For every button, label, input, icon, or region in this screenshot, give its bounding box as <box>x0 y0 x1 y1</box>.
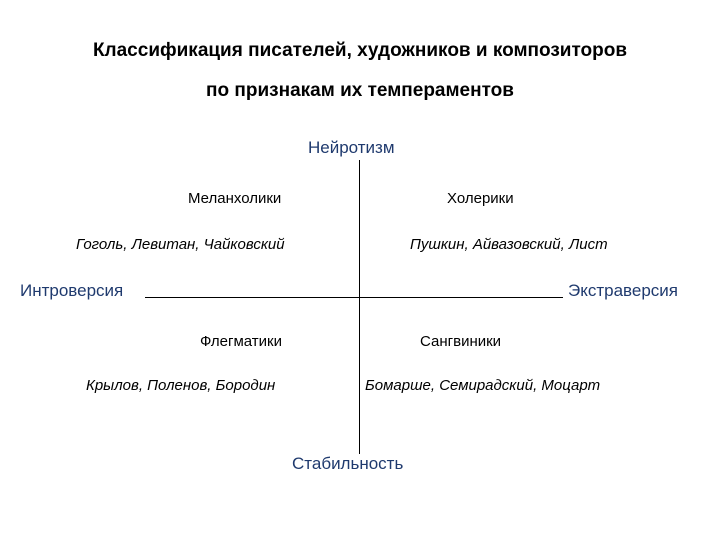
axis-label-left: Интроверсия <box>20 281 124 300</box>
axis-label-bottom: Стабильность <box>292 454 404 473</box>
quadrant-bottom-right-type: Сангвиники <box>420 333 502 350</box>
title-line-1: Классификация писателей, художников и композиторов <box>92 40 628 61</box>
axis-label-top: Нейротизм <box>308 138 395 157</box>
quadrant-top-right-type: Холерики <box>447 190 514 207</box>
quadrant-bottom-left-type: Флегматики <box>200 333 282 350</box>
quadrant-bottom-right-names: Бомарше, Семирадский, Моцарт <box>365 377 601 394</box>
quadrant-top-left-names: Гоголь, Левитан, Чайковский <box>76 236 285 253</box>
horizontal-axis-line <box>145 297 563 298</box>
title-line-2: по признакам их темпераментов <box>206 80 514 101</box>
quadrant-top-left-type: Меланхолики <box>188 190 282 207</box>
vertical-axis-line <box>359 160 360 454</box>
quadrant-bottom-left-names: Крылов, Поленов, Бородин <box>86 377 276 394</box>
quadrant-top-right-names: Пушкин, Айвазовский, Лист <box>410 236 608 253</box>
axis-label-right: Экстраверсия <box>568 281 678 300</box>
